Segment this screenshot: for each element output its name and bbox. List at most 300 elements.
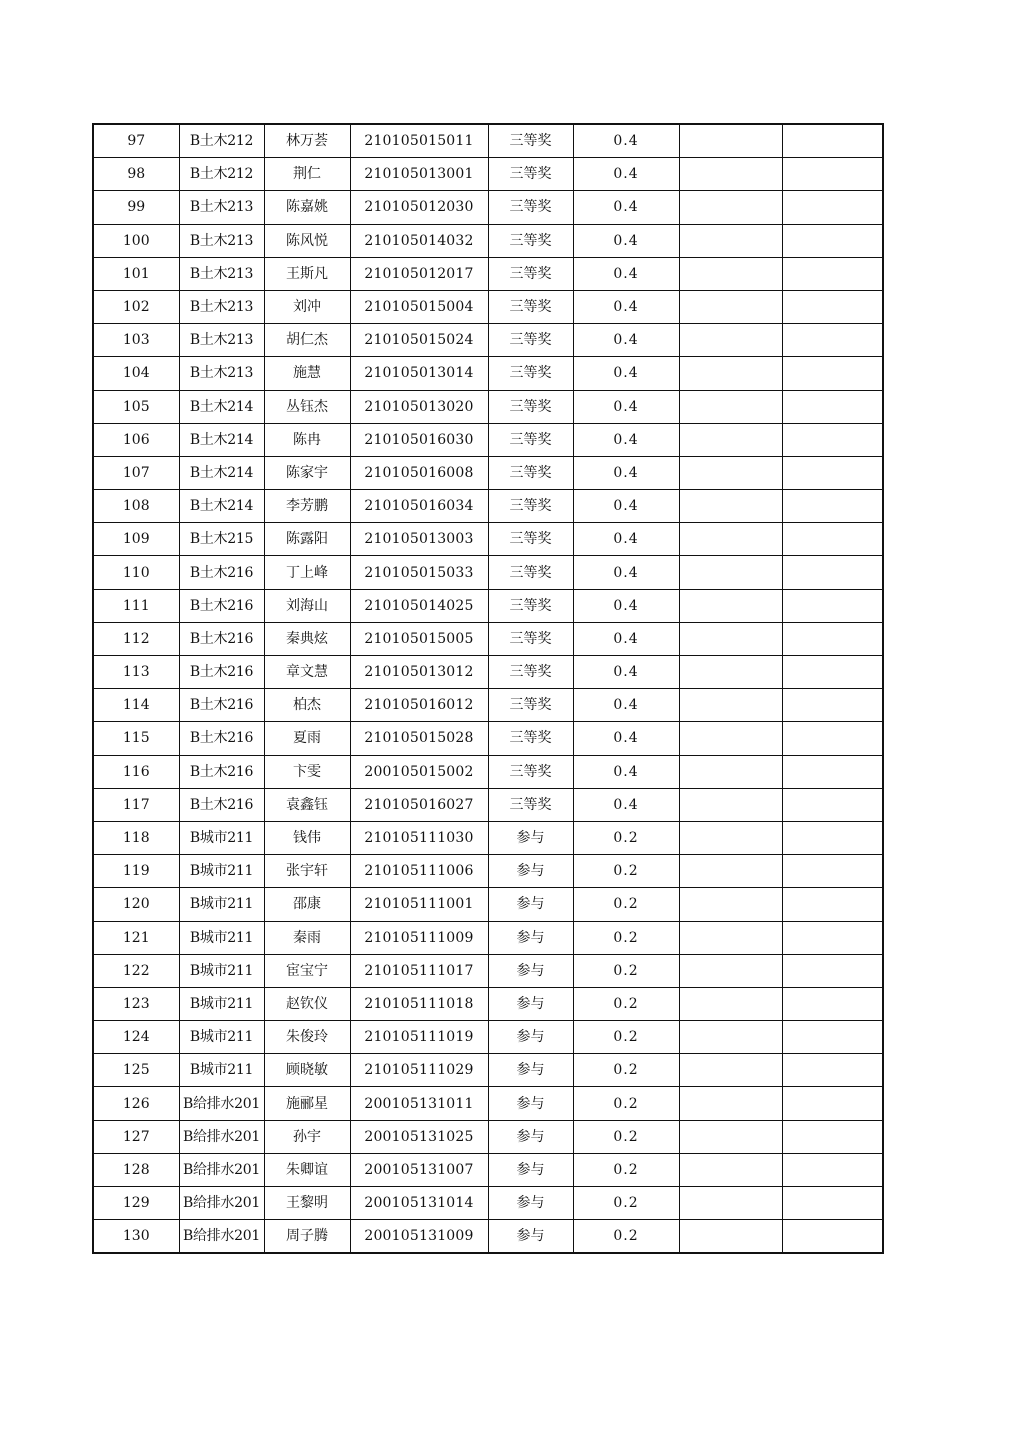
- score-cell: 0.4: [573, 290, 679, 323]
- class-cell: B土木216: [179, 589, 264, 622]
- class-cell: B城市211: [179, 855, 264, 888]
- class-cell: B土木215: [179, 523, 264, 556]
- row-number-cell: 119: [93, 855, 179, 888]
- table-row: [93, 1220, 883, 1254]
- class-cell: B城市211: [179, 888, 264, 921]
- class-cell: B土木216: [179, 656, 264, 689]
- class-cell: B土木216: [179, 788, 264, 821]
- blank-cell: [782, 224, 883, 257]
- blank-cell: [782, 290, 883, 323]
- row-number-cell: 118: [93, 821, 179, 854]
- student-id-cell: 210105014025: [350, 589, 488, 622]
- table-row: [93, 755, 883, 788]
- class-cell: B城市211: [179, 954, 264, 987]
- award-list-table: [92, 123, 884, 1254]
- table-row: [93, 191, 883, 224]
- blank-cell: [782, 124, 883, 158]
- blank-cell: [782, 656, 883, 689]
- student-name-cell: 陈露阳: [264, 523, 350, 556]
- student-name-cell: 陈冉: [264, 423, 350, 456]
- class-cell: B土木216: [179, 622, 264, 655]
- student-name-cell: 刘海山: [264, 589, 350, 622]
- student-id-cell: 200105015002: [350, 755, 488, 788]
- student-name-cell: 刘冲: [264, 290, 350, 323]
- table-row: [93, 390, 883, 423]
- blank-cell: [782, 788, 883, 821]
- table-row: [93, 1187, 883, 1220]
- table-row: [93, 1120, 883, 1153]
- award-level-cell: 参与: [488, 987, 573, 1020]
- blank-cell: [782, 1120, 883, 1153]
- blank-cell: [679, 191, 782, 224]
- student-name-cell: 柏杰: [264, 689, 350, 722]
- blank-cell: [679, 855, 782, 888]
- blank-cell: [782, 622, 883, 655]
- table-row: [93, 1153, 883, 1186]
- student-name-cell: 陈嘉姚: [264, 191, 350, 224]
- score-cell: 0.4: [573, 523, 679, 556]
- blank-cell: [679, 1120, 782, 1153]
- table-row: [93, 124, 883, 158]
- row-number-cell: 103: [93, 324, 179, 357]
- student-id-cell: 210105015028: [350, 722, 488, 755]
- table-row: [93, 490, 883, 523]
- score-cell: 0.2: [573, 1187, 679, 1220]
- class-cell: B土木216: [179, 722, 264, 755]
- row-number-cell: 120: [93, 888, 179, 921]
- table-row: [93, 158, 883, 191]
- row-number-cell: 121: [93, 921, 179, 954]
- score-cell: 0.2: [573, 1087, 679, 1120]
- score-cell: 0.4: [573, 788, 679, 821]
- award-level-cell: 三等奖: [488, 158, 573, 191]
- student-name-cell: 赵钦仪: [264, 987, 350, 1020]
- table-row: [93, 1087, 883, 1120]
- blank-cell: [679, 821, 782, 854]
- table-row: [93, 523, 883, 556]
- class-cell: B城市211: [179, 1054, 264, 1087]
- blank-cell: [782, 987, 883, 1020]
- blank-cell: [782, 456, 883, 489]
- student-name-cell: 卞雯: [264, 755, 350, 788]
- blank-cell: [782, 1054, 883, 1087]
- student-id-cell: 210105015011: [350, 124, 488, 158]
- student-name-cell: 朱俊玲: [264, 1021, 350, 1054]
- award-level-cell: 三等奖: [488, 290, 573, 323]
- award-level-cell: 三等奖: [488, 656, 573, 689]
- blank-cell: [782, 888, 883, 921]
- student-name-cell: 宦宝宁: [264, 954, 350, 987]
- student-name-cell: 丛钰杰: [264, 390, 350, 423]
- award-level-cell: 参与: [488, 921, 573, 954]
- student-id-cell: 210105013003: [350, 523, 488, 556]
- student-id-cell: 210105013014: [350, 357, 488, 390]
- student-name-cell: 章文慧: [264, 656, 350, 689]
- row-number-cell: 115: [93, 722, 179, 755]
- award-level-cell: 三等奖: [488, 622, 573, 655]
- table-row: [93, 556, 883, 589]
- table-row: [93, 689, 883, 722]
- class-cell: B土木214: [179, 390, 264, 423]
- blank-cell: [679, 921, 782, 954]
- table-row: [93, 423, 883, 456]
- blank-cell: [679, 1220, 782, 1254]
- student-id-cell: 210105016034: [350, 490, 488, 523]
- blank-cell: [679, 622, 782, 655]
- award-level-cell: 三等奖: [488, 722, 573, 755]
- row-number-cell: 104: [93, 357, 179, 390]
- blank-cell: [679, 324, 782, 357]
- class-cell: B土木216: [179, 556, 264, 589]
- student-name-cell: 施慧: [264, 357, 350, 390]
- blank-cell: [679, 1021, 782, 1054]
- award-level-cell: 三等奖: [488, 456, 573, 489]
- row-number-cell: 99: [93, 191, 179, 224]
- award-level-cell: 三等奖: [488, 124, 573, 158]
- row-number-cell: 123: [93, 987, 179, 1020]
- row-number-cell: 128: [93, 1153, 179, 1186]
- blank-cell: [782, 1187, 883, 1220]
- table-body: [93, 124, 883, 1253]
- score-cell: 0.4: [573, 191, 679, 224]
- table-row: [93, 656, 883, 689]
- student-id-cell: 210105015005: [350, 622, 488, 655]
- blank-cell: [679, 390, 782, 423]
- blank-cell: [679, 788, 782, 821]
- blank-cell: [679, 1087, 782, 1120]
- blank-cell: [679, 1153, 782, 1186]
- student-id-cell: 200105131025: [350, 1120, 488, 1153]
- award-level-cell: 参与: [488, 1054, 573, 1087]
- award-level-cell: 三等奖: [488, 556, 573, 589]
- blank-cell: [679, 124, 782, 158]
- blank-cell: [679, 1187, 782, 1220]
- score-cell: 0.4: [573, 224, 679, 257]
- blank-cell: [679, 589, 782, 622]
- class-cell: B土木213: [179, 324, 264, 357]
- table-row: [93, 324, 883, 357]
- class-cell: B城市211: [179, 921, 264, 954]
- class-cell: B土木213: [179, 290, 264, 323]
- student-name-cell: 施郦星: [264, 1087, 350, 1120]
- student-name-cell: 丁上峰: [264, 556, 350, 589]
- table-row: [93, 954, 883, 987]
- student-name-cell: 钱伟: [264, 821, 350, 854]
- table-row: [93, 357, 883, 390]
- award-level-cell: 参与: [488, 954, 573, 987]
- score-cell: 0.2: [573, 1054, 679, 1087]
- blank-cell: [782, 821, 883, 854]
- blank-cell: [782, 191, 883, 224]
- blank-cell: [679, 523, 782, 556]
- class-cell: B土木213: [179, 224, 264, 257]
- blank-cell: [782, 755, 883, 788]
- student-id-cell: 210105016008: [350, 456, 488, 489]
- student-id-cell: 210105111029: [350, 1054, 488, 1087]
- table-row: [93, 855, 883, 888]
- student-name-cell: 秦典炫: [264, 622, 350, 655]
- student-name-cell: 王斯凡: [264, 257, 350, 290]
- award-level-cell: 参与: [488, 1087, 573, 1120]
- student-name-cell: 荆仁: [264, 158, 350, 191]
- row-number-cell: 101: [93, 257, 179, 290]
- blank-cell: [782, 158, 883, 191]
- table-row: [93, 257, 883, 290]
- row-number-cell: 117: [93, 788, 179, 821]
- student-id-cell: 210105111019: [350, 1021, 488, 1054]
- score-cell: 0.2: [573, 921, 679, 954]
- blank-cell: [782, 921, 883, 954]
- table-row: [93, 1054, 883, 1087]
- class-cell: B给排水201: [179, 1187, 264, 1220]
- award-level-cell: 三等奖: [488, 589, 573, 622]
- award-level-cell: 三等奖: [488, 191, 573, 224]
- student-name-cell: 秦雨: [264, 921, 350, 954]
- table-row: [93, 224, 883, 257]
- row-number-cell: 113: [93, 656, 179, 689]
- blank-cell: [782, 556, 883, 589]
- score-cell: 0.4: [573, 622, 679, 655]
- award-level-cell: 三等奖: [488, 788, 573, 821]
- award-level-cell: 三等奖: [488, 324, 573, 357]
- award-level-cell: 参与: [488, 1187, 573, 1220]
- score-cell: 0.4: [573, 755, 679, 788]
- row-number-cell: 111: [93, 589, 179, 622]
- student-name-cell: 李芳鹏: [264, 490, 350, 523]
- class-cell: B土木216: [179, 755, 264, 788]
- blank-cell: [782, 1087, 883, 1120]
- student-id-cell: 200105131009: [350, 1220, 488, 1254]
- blank-cell: [782, 1021, 883, 1054]
- score-cell: 0.2: [573, 1120, 679, 1153]
- student-id-cell: 210105013020: [350, 390, 488, 423]
- blank-cell: [782, 423, 883, 456]
- award-level-cell: 三等奖: [488, 390, 573, 423]
- class-cell: B给排水201: [179, 1120, 264, 1153]
- score-cell: 0.4: [573, 158, 679, 191]
- score-cell: 0.4: [573, 689, 679, 722]
- blank-cell: [782, 490, 883, 523]
- student-name-cell: 林万荟: [264, 124, 350, 158]
- row-number-cell: 114: [93, 689, 179, 722]
- blank-cell: [679, 1054, 782, 1087]
- class-cell: B给排水201: [179, 1153, 264, 1186]
- student-name-cell: 周子腾: [264, 1220, 350, 1254]
- blank-cell: [679, 722, 782, 755]
- student-id-cell: 210105111018: [350, 987, 488, 1020]
- row-number-cell: 106: [93, 423, 179, 456]
- table-row: [93, 456, 883, 489]
- blank-cell: [782, 1220, 883, 1254]
- score-cell: 0.4: [573, 490, 679, 523]
- score-cell: 0.2: [573, 954, 679, 987]
- score-cell: 0.4: [573, 357, 679, 390]
- blank-cell: [782, 954, 883, 987]
- row-number-cell: 130: [93, 1220, 179, 1254]
- award-level-cell: 三等奖: [488, 490, 573, 523]
- table-row: [93, 290, 883, 323]
- row-number-cell: 129: [93, 1187, 179, 1220]
- student-id-cell: 210105016030: [350, 423, 488, 456]
- student-id-cell: 210105013001: [350, 158, 488, 191]
- student-name-cell: 邵康: [264, 888, 350, 921]
- student-id-cell: 210105111001: [350, 888, 488, 921]
- row-number-cell: 100: [93, 224, 179, 257]
- class-cell: B土木214: [179, 456, 264, 489]
- blank-cell: [782, 523, 883, 556]
- student-name-cell: 王黎明: [264, 1187, 350, 1220]
- class-cell: B城市211: [179, 821, 264, 854]
- blank-cell: [679, 456, 782, 489]
- student-id-cell: 210105111006: [350, 855, 488, 888]
- class-cell: B土木216: [179, 689, 264, 722]
- score-cell: 0.4: [573, 124, 679, 158]
- blank-cell: [782, 1153, 883, 1186]
- class-cell: B城市211: [179, 987, 264, 1020]
- table-row: [93, 1021, 883, 1054]
- score-cell: 0.4: [573, 257, 679, 290]
- row-number-cell: 126: [93, 1087, 179, 1120]
- score-cell: 0.4: [573, 390, 679, 423]
- blank-cell: [679, 357, 782, 390]
- row-number-cell: 107: [93, 456, 179, 489]
- row-number-cell: 102: [93, 290, 179, 323]
- blank-cell: [679, 888, 782, 921]
- row-number-cell: 127: [93, 1120, 179, 1153]
- score-cell: 0.2: [573, 821, 679, 854]
- blank-cell: [679, 987, 782, 1020]
- student-name-cell: 袁鑫钰: [264, 788, 350, 821]
- award-level-cell: 三等奖: [488, 523, 573, 556]
- row-number-cell: 98: [93, 158, 179, 191]
- blank-cell: [679, 755, 782, 788]
- class-cell: B土木212: [179, 158, 264, 191]
- row-number-cell: 112: [93, 622, 179, 655]
- blank-cell: [679, 290, 782, 323]
- student-id-cell: 210105014032: [350, 224, 488, 257]
- score-cell: 0.4: [573, 456, 679, 489]
- award-level-cell: 三等奖: [488, 689, 573, 722]
- table-row: [93, 722, 883, 755]
- student-name-cell: 朱卿谊: [264, 1153, 350, 1186]
- award-level-cell: 参与: [488, 855, 573, 888]
- class-cell: B土木212: [179, 124, 264, 158]
- student-id-cell: 210105013012: [350, 656, 488, 689]
- student-name-cell: 顾晓敏: [264, 1054, 350, 1087]
- row-number-cell: 122: [93, 954, 179, 987]
- table-row: [93, 888, 883, 921]
- score-cell: 0.4: [573, 556, 679, 589]
- award-level-cell: 三等奖: [488, 357, 573, 390]
- class-cell: B土木214: [179, 423, 264, 456]
- class-cell: B土木213: [179, 257, 264, 290]
- class-cell: B给排水201: [179, 1220, 264, 1254]
- blank-cell: [782, 589, 883, 622]
- score-cell: 0.2: [573, 987, 679, 1020]
- class-cell: B土木213: [179, 191, 264, 224]
- score-cell: 0.2: [573, 1220, 679, 1254]
- blank-cell: [782, 689, 883, 722]
- student-name-cell: 胡仁杰: [264, 324, 350, 357]
- student-name-cell: 夏雨: [264, 722, 350, 755]
- blank-cell: [782, 722, 883, 755]
- table-row: [93, 788, 883, 821]
- row-number-cell: 125: [93, 1054, 179, 1087]
- student-name-cell: 陈家宇: [264, 456, 350, 489]
- class-cell: B土木214: [179, 490, 264, 523]
- table-row: [93, 821, 883, 854]
- row-number-cell: 97: [93, 124, 179, 158]
- table-row: [93, 622, 883, 655]
- student-name-cell: 孙宇: [264, 1120, 350, 1153]
- blank-cell: [679, 257, 782, 290]
- student-id-cell: 200105131007: [350, 1153, 488, 1186]
- student-id-cell: 210105015033: [350, 556, 488, 589]
- blank-cell: [679, 556, 782, 589]
- award-level-cell: 参与: [488, 1220, 573, 1254]
- score-cell: 0.2: [573, 1153, 679, 1186]
- row-number-cell: 108: [93, 490, 179, 523]
- table-row: [93, 987, 883, 1020]
- award-level-cell: 三等奖: [488, 224, 573, 257]
- class-cell: B给排水201: [179, 1087, 264, 1120]
- student-name-cell: 陈风悦: [264, 224, 350, 257]
- student-id-cell: 210105015004: [350, 290, 488, 323]
- student-id-cell: 210105015024: [350, 324, 488, 357]
- blank-cell: [782, 390, 883, 423]
- student-name-cell: 张宇轩: [264, 855, 350, 888]
- student-id-cell: 210105016027: [350, 788, 488, 821]
- row-number-cell: 105: [93, 390, 179, 423]
- blank-cell: [679, 689, 782, 722]
- award-level-cell: 参与: [488, 821, 573, 854]
- blank-cell: [679, 490, 782, 523]
- student-id-cell: 210105111009: [350, 921, 488, 954]
- class-cell: B土木213: [179, 357, 264, 390]
- blank-cell: [679, 158, 782, 191]
- student-id-cell: 200105131014: [350, 1187, 488, 1220]
- score-cell: 0.4: [573, 722, 679, 755]
- class-cell: B城市211: [179, 1021, 264, 1054]
- award-level-cell: 三等奖: [488, 257, 573, 290]
- award-level-cell: 三等奖: [488, 755, 573, 788]
- score-cell: 0.4: [573, 423, 679, 456]
- student-id-cell: 200105131011: [350, 1087, 488, 1120]
- score-cell: 0.2: [573, 855, 679, 888]
- table-row: [93, 921, 883, 954]
- score-cell: 0.2: [573, 1021, 679, 1054]
- blank-cell: [679, 954, 782, 987]
- blank-cell: [782, 257, 883, 290]
- student-id-cell: 210105012017: [350, 257, 488, 290]
- table-row: [93, 589, 883, 622]
- award-level-cell: 参与: [488, 888, 573, 921]
- row-number-cell: 116: [93, 755, 179, 788]
- student-id-cell: 210105012030: [350, 191, 488, 224]
- blank-cell: [679, 656, 782, 689]
- score-cell: 0.4: [573, 656, 679, 689]
- blank-cell: [782, 324, 883, 357]
- blank-cell: [782, 357, 883, 390]
- student-id-cell: 210105016012: [350, 689, 488, 722]
- award-level-cell: 三等奖: [488, 423, 573, 456]
- row-number-cell: 124: [93, 1021, 179, 1054]
- row-number-cell: 110: [93, 556, 179, 589]
- score-cell: 0.4: [573, 324, 679, 357]
- award-level-cell: 参与: [488, 1120, 573, 1153]
- row-number-cell: 109: [93, 523, 179, 556]
- award-level-cell: 参与: [488, 1021, 573, 1054]
